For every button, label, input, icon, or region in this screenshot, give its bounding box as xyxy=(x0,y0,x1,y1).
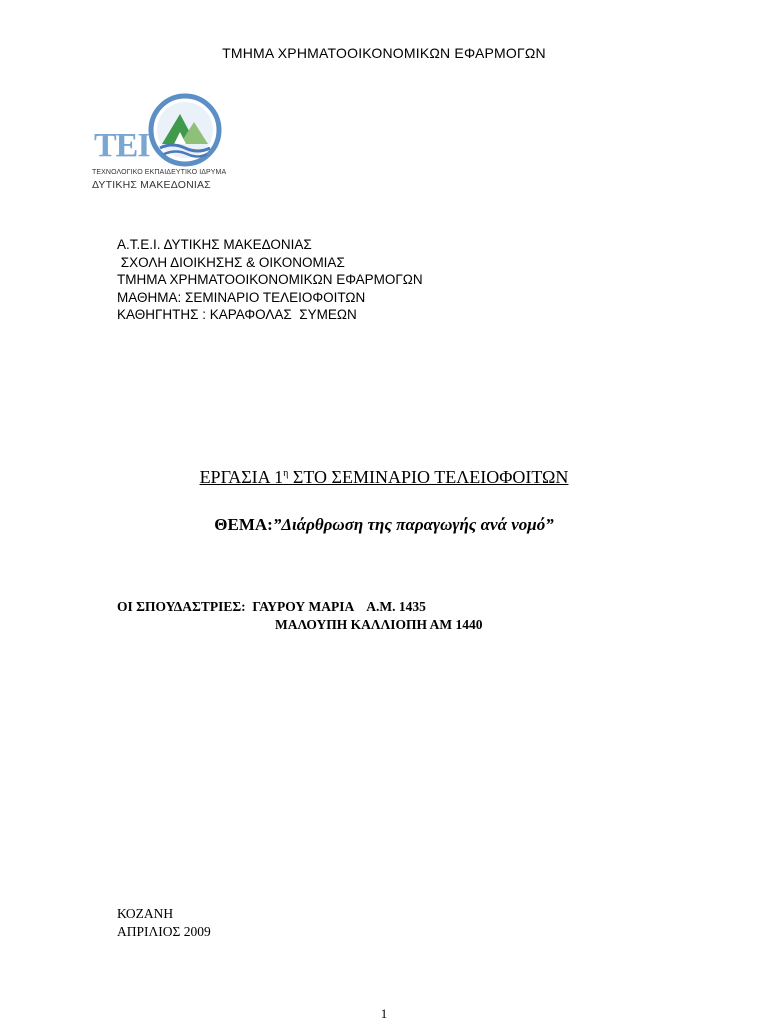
footer-date: ΑΠΡΙΛΙΟΣ 2009 xyxy=(117,924,211,939)
student-line: ΟΙ ΣΠΟΥΔΑΣΤΡΙΕΣ: ΓΑΥΡΟΥ ΜΑΡΙΑ Α.Μ. 1435 xyxy=(117,599,426,614)
page-number: 1 xyxy=(380,1006,388,1021)
logo-letters: ΤΕΙ xyxy=(94,127,150,164)
logo-caption-line1: ΤΕΧΝΟΛΟΓΙΚΟ ΕΚΠΑΙΔΕΥΤΙΚΟ ΙΔΡΥΜΑ xyxy=(92,169,227,176)
institution-line: ΣΧΟΛΗ ΔΙΟΙΚΗΣΗΣ & ΟΙΚΟΝΟΜΙΑΣ xyxy=(117,254,345,270)
title-superscript: η xyxy=(283,468,289,479)
subject-topic: ”Διάρθρωση της παραγωγής ανά νομό” xyxy=(272,515,554,534)
institution-line: ΜΑΘΗΜΑ: ΣΕΜΙΝΑΡΙΟ ΤΕΛΕΙΟΦΟΙΤΩΝ xyxy=(117,289,366,305)
institution-line: ΤΜΗΜΑ ΧΡΗΜΑΤΟΟΙΚΟΝΟΜΙΚΩΝ ΕΦΑΡΜΟΓΩΝ xyxy=(117,272,423,287)
subject-label: ΘΕΜΑ: xyxy=(214,515,273,534)
page-header: ΤΜΗΜΑ ΧΡΗΜΑΤΟΟΙΚΟΝΟΜΙΚΩΝ ΕΦΑΡΜΟΓΩΝ xyxy=(222,45,546,61)
footer-block xyxy=(117,905,211,941)
title-text-rest: ΣΤΟ ΣΕΜΙΝΑΡΙΟ ΤΕΛΕΙΟΦΟΙΤΩΝ xyxy=(288,467,569,487)
logo-caption-line2: ΔΥΤΙΚΗΣ ΜΑΚΕΔΟΝΙΑΣ xyxy=(92,179,211,191)
student-line: ΜΑΛΟΥΠΗ ΚΑΛΛΙΟΠΗ ΑΜ 1440 xyxy=(275,617,483,632)
institution-line: ΚΑΘΗΓΗΤΗΣ : ΚΑΡΑΦΟΛΑΣ ΣΥΜΕΩΝ xyxy=(117,307,357,322)
students-block xyxy=(117,598,483,634)
document-subject xyxy=(0,515,768,535)
footer-city: ΚΟΖΑΝΗ xyxy=(117,906,174,921)
institution-logo xyxy=(92,92,227,192)
tei-logo-icon xyxy=(92,92,227,168)
title-text: ΕΡΓΑΣΙΑ 1 xyxy=(199,467,284,487)
document-title xyxy=(0,467,768,488)
institution-line: Α.Τ.Ε.Ι. ΔΥΤΙΚΗΣ ΜΑΚΕΔΟΝΙΑΣ xyxy=(117,237,312,252)
institution-block xyxy=(117,236,423,324)
